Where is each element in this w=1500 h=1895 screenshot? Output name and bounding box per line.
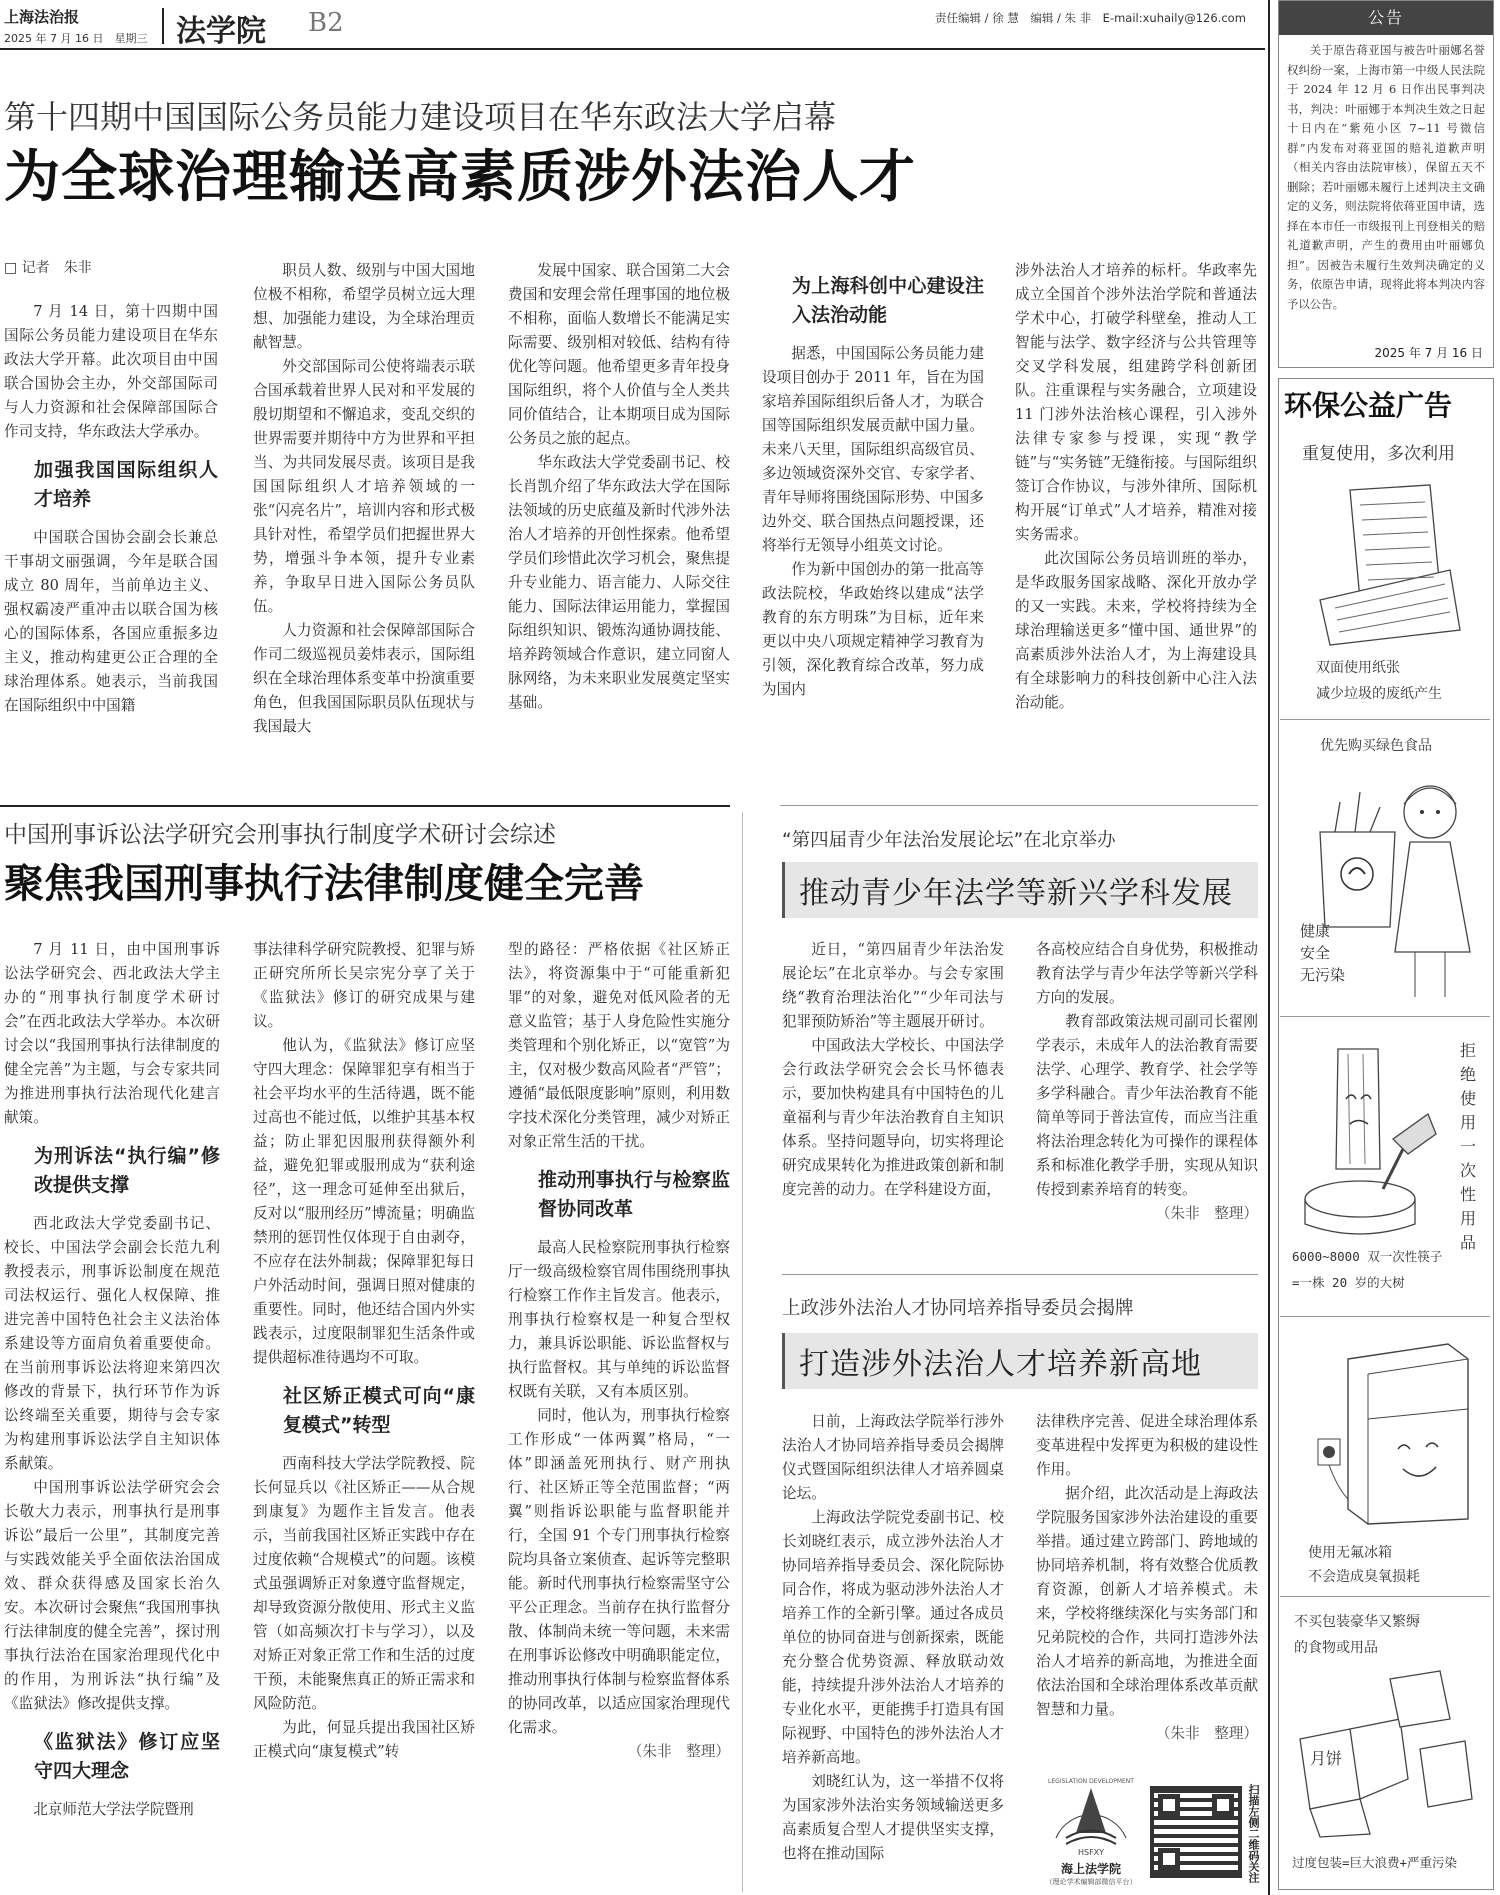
refrigerator-icon (1308, 1339, 1478, 1529)
section-divider (782, 1274, 1258, 1275)
article-paragraph: 华东政法大学党委副书记、校长肖凯介绍了华东政法大学在国际法领域的历史底蕴及新时代涉外法治人才培养的开创性探索。他希望学员们珍惜此次学习机会，聚焦提升专业能力、语言能力、人际交往能力、国际法律运用能力，掌握国际组织知识、锻炼沟通协调技能、培养跨领域合作意识，建立同窗人脉网络，为未来职业发展奠定坚实基础。 (508, 454, 730, 711)
article1-column-1 (4, 300, 218, 800)
notice-date: 2025 年 7 月 16 日 (1374, 346, 1483, 360)
article-paragraph: 人力资源和社会保障部国际合作司二级巡视员姜炜表示，国际组织在全球治理体系变革中扮演重要角色，但我国国际职员队伍现状与我国最大 (253, 622, 475, 735)
ad-panel-caption: 过度包装=巨大浪费+严重污染 (1292, 1855, 1458, 1870)
notice-title: 公告 (1279, 1, 1493, 35)
logo-abbr: HSFXY (1077, 1848, 1105, 1857)
article1-headline: 为全球治理输送高素质涉外法治人才 (4, 144, 916, 210)
editors-line: 责任编辑 / 徐 慧 编辑 / 朱 非 E-mail:xuhaily@126.com (935, 11, 1246, 25)
subheading: 推动刑事执行与检察监督协同改革 (538, 1169, 730, 1220)
tree-stump-axe-icon (1298, 1039, 1438, 1239)
ad-panel-double-sided-paper (1280, 430, 1490, 720)
article2-headline: 聚焦我国刑事执行法律制度健全完善 (4, 860, 644, 907)
ad-panel-fluorine-free-fridge (1280, 1319, 1490, 1597)
ad-panel-caption: 6000~8000 双一次性筷子 =一株 20 岁的大树 (1292, 1249, 1443, 1290)
ad-panel-heading: 优先购买绿色食品 (1320, 738, 1432, 754)
ad-panel-box-label: 月饼 (1310, 1749, 1343, 1768)
subheading: 为上海科创中心建设注入法治动能 (792, 275, 984, 326)
article-paragraph: 上海政法学院党委副书记、校长刘晓红表示，成立涉外法治人才协同培养指导委员会、深化院际协同合作，将成为驱动涉外法治人才培养工作的全新引擎。通过各成员单位的协同奋进与创新探索，既能充分整合优势资源、释放联动效能，持续提升涉外法治人才培养的专业化水平，更能携手打造具有国际视野、中国特色的涉外法治人才培养新高地。 (782, 1509, 1004, 1766)
article-paragraph: 事法律科学研究院教授、犯罪与矫正研究所所长吴宗宪分享了关于《监狱法》修订的研究成果与建议。 (253, 941, 475, 1030)
notice-body: 关于原告蒋亚国与被告叶丽娜名誉权纠纷一案，上海市第一中级人民法院于 2024 年 12 月 6 日作出民事判决书，判决：叶丽娜于本判决生效之日起十日内在“紫苑小区 7~11 号微信群”内发布对蒋亚国的赔礼道歉声明（相关内容由法院审核），保留五天不删除；若叶丽娜未履行上述判决主文确定的义务，则法院将依蒋亚国申请，选择在本市任一市级报刊上刊登相关的赔礼道歉声明，产生的费用由叶丽娜负担”。因被告未履行生效判决确定的义务，依原告申请，现将此将本判决内容予以公告。 (1287, 43, 1485, 311)
article-paragraph: 此次国际公务员培训班的举办，是华政服务国家战略、深化开放办学的又一实践。未来，学校将持续为全球治理输送更多“懂中国、通世界”的高素质涉外法治人才，为上海建设具有全球影响力的科技创新中心注入法治动能。 (1015, 550, 1257, 711)
article-paragraph: 据悉，中国国际公务员能力建设项目创办于 2011 年，旨在为国家培养国际组织后备人才，为联合国等国际组织发展贡献中国力量。未来八天里，国际组织高级官员、多边领域资深外交官、专家学者、青年导师将围绕国际形势、中国多边外交、联合国热点问题授课，还将举行无领导小组英文讨论。 (762, 345, 984, 554)
article4-kicker: 上政涉外法治人才协同培养指导委员会揭牌 (782, 1298, 1134, 1319)
article-paragraph: 发展中国家、联合国第二大会费国和安理会常任理事国的地位极不相称，面临人数增长不能满足实际需要、级别相对较低、结构有待优化等问题。他希望更多青年投身国际组织，将个人价值与全人类共同价值结合，让本期项目成为国际公务员之旅的起点。 (508, 262, 730, 447)
sidebar-divider (1268, 0, 1270, 1895)
masthead-divider (162, 8, 164, 44)
article1-byline: □ 记者 朱非 (4, 260, 92, 276)
article-paragraph: 型的路径：严格依据《社区矫正法》，将资源集中于“可能重新犯罪”的对象，避免对低风险者的无意义监管；基于人身危险性实施分类管理和个别化矫正，以“宽管”为主，仅对极少数高风险者“严管”；遵循“最低限度影响”原则，利用数字技术深化分类管理，减少对矫正对象正常生活的干扰。 (508, 941, 730, 1150)
section-title: 法学院 (176, 14, 266, 49)
page-number: B2 (308, 8, 344, 38)
ad-panel-no-disposables (1280, 1019, 1490, 1317)
article-paragraph: 他认为，《监狱法》修订应坚守四大理念：保障罪犯享有相当于社会平均水平的生活待遇，既不能过高也不能过低，以维护其基本权益；防止罪犯因服刑获得额外利益，避免犯罪或服刑成为“获利途径”，这一理念可延伸至出狱后，反对以“服刑经历”博流量；明确监禁刑的惩罚性仅体现于自由剥夺，不应存在法外制裁；保障罪犯每日户外活动时间，强调日照对健康的重要性。同时，他还结合国内外实践表示，过度限制罪犯生活条件或提供超标准待遇均不可取。 (253, 1037, 475, 1366)
article-paragraph: 涉外法治人才培养的标杆。华政率先成立全国首个涉外法治学院和普通法学术中心，打破学科壁垒，推动人工智能与法学、数字经济与公共管理等交叉学科发展，组建跨学科创新团队。注重课程与实务融合，立项建设 11 门涉外法治核心课程，引入涉外法律专家参与授课，实现“教学链”与“实务链”无缝衔接。与国际组织签订合作协议，与涉外律所、国际机构开展“订单式”人才培养，精准对接实务需求。 (1015, 262, 1257, 543)
subheading: 为刑诉法“执行编”修改提供支撑 (34, 1145, 220, 1196)
article3-column-1 (782, 938, 1004, 1258)
article-signature: （朱非 整理） (627, 1743, 730, 1760)
article1-column-4 (762, 272, 984, 800)
article-paragraph: 日前，上海政法学院举行涉外法治人才协同培养指导委员会揭牌仪式暨国际组织法律人才培养圆桌论坛。 (782, 1413, 1004, 1502)
article-paragraph: 7 月 11 日，由中国刑事诉讼法学研究会、西北政法大学主办的“刑事执行制度学术研讨会”在西北政法大学举办。本次研讨会以“我国刑事执行法律制度的健全完善”为主题，与会专家共同为推进刑事执行法治现代化建言献策。 (4, 941, 220, 1126)
masthead-date: 2025 年 7 月 16 日 星期三 (4, 32, 148, 45)
subheading: 《监狱法》修订应坚守四大理念 (34, 1731, 220, 1782)
ads-title: 环保公益广告 (1284, 389, 1453, 422)
subheading: 加强我国国际组织人才培养 (34, 459, 218, 510)
publication-logo (1036, 1778, 1146, 1892)
article2-column-3 (508, 938, 730, 1888)
article4-headline: 打造涉外法治人才培养新高地 (782, 1333, 1258, 1389)
article2-column-1 (4, 938, 220, 1888)
qr-code-icon[interactable] (1150, 1786, 1242, 1878)
masthead (0, 0, 1265, 50)
article3-column-2 (1036, 938, 1258, 1258)
article-paragraph: 最高人民检察院刑事执行检察厅一级高级检察官周伟围绕刑事执行检察工作作主旨发言。他表示，刑事执行检察权是一种复合型权力，兼具诉讼职能、诉讼监督权与执行监督权。其与单纯的诉讼监督权既有关联，又有本质区别。 (508, 1239, 730, 1400)
article-paragraph: 西北政法大学党委副书记、校长、中国法学会副会长范九利教授表示，刑事诉讼制度在规范司法权运行、强化人权保障、推进完善中国特色社会主义法治体系建设等方面肩负着重要使命。在当前刑事诉讼法将迎来第四次修改的背景下，执行环节作为诉讼终端至关重要，期待与会专家为构建刑事诉讼法学自主知识体系献策。 (4, 1215, 220, 1472)
ad-panel-caption: 双面使用纸张 减少垃圾的废纸产生 (1316, 660, 1442, 702)
article4-column-2 (1036, 1410, 1258, 1770)
article-paragraph: 作为新中国创办的第一批高等政法院校，华政始终以建成“法学教育的东方明珠”为目标，近年来更以中央八项规定精神学习教育为引领，深化教育综合改革，努力成为国内 (762, 561, 984, 698)
article-paragraph: 7 月 14 日，第十四期中国国际公务员能力建设项目在华东政法大学开幕。此次项目由中国联合国协会主办，外交部国际司与人力资源和社会保障部国际合作司支持，华东政法大学承办。 (4, 303, 218, 440)
subheading: 社区矫正模式可向“康复模式”转型 (283, 1385, 475, 1436)
article2-column-2 (253, 938, 475, 1888)
article1-column-2 (253, 259, 475, 799)
article-paragraph: 教育部政策法规司副司长翟刚学表示，未成年人的法治教育需要法学、心理学、教育学、社会学等多学科融合。青少年法治教育不能简单等同于普法宣传，而应当注重将法治理念转化为可操作的课程体系和标准化教学手册，实现从知识传授到素养培育的转变。 (1036, 1013, 1258, 1198)
article-paragraph: 据介绍，此次活动是上海政法学院服务国家涉外法治建设的重要举措。通过建立跨部门、跨地域的协同培养机制，将有效整合优质教育资源，创新人才培养模式。未来，学校将继续深化与实务部门和兄弟院校的合作，共同打造涉外法治人才培养的新高地，为推进全面依法治国和全球治理体系改革贡献智慧和力量。 (1036, 1485, 1258, 1718)
logo-name: 海上法学院 (1060, 1862, 1121, 1876)
logo-emblem-icon (1036, 1778, 1146, 1858)
article-paragraph: 近日，“第四届青少年法治发展论坛”在北京举办。与会专家围绕“教育治理法治化”“少年司法与犯罪预防矫治”等主题展开研讨。 (782, 941, 1004, 1030)
ad-panel-heading: 不买包装豪华又繁缛 的食物或用品 (1294, 1614, 1420, 1656)
ad-panel-caption: 使用无氟冰箱 不会造成臭氧损耗 (1308, 1545, 1420, 1585)
ad-panel-heading: 重复使用，多次利用 (1302, 444, 1455, 464)
ad-panel-green-food (1280, 722, 1490, 1017)
article1-column-5 (1015, 259, 1257, 799)
article-paragraph: 北京师范大学法学院暨刑 (33, 1801, 194, 1818)
article1-kicker: 第十四期中国国际公务员能力建设项目在华东政法大学启幕 (4, 98, 837, 136)
article-signature: （朱非 整理） (1155, 1725, 1258, 1742)
article-signature: （朱非 整理） (1155, 1205, 1258, 1222)
article-paragraph: 职员人数、级别与中国大国地位极不相称，希望学员树立远大理想、加强能力建设，为全球治理贡献智慧。 (253, 262, 475, 351)
article-paragraph: 中国政法大学校长、中国法学会行政法学研究会会长马怀德表示，要加快构建具有中国特色的儿童福利与青少年法治教育自主知识体系。坚持问题导向，切实将理论研究成果转化为推进政策创新和制度完善的动力。在学科建设方面， (782, 1037, 1004, 1198)
article3-kicker: “第四届青少年法治发展论坛”在北京举办 (782, 830, 1116, 851)
ad-panel-side-text: 拒绝使用一次性用品 (1459, 1041, 1476, 1252)
article-paragraph: 外交部国际司公使将端表示联合国承载着世界人民对和平发展的殷切期望和不懈追求，变乱交织的世界需要并期待中方为世界和平担当、为共同发展尽责。该项目是我国国际组织人才培养领域的一张“闪亮名片”，培训内容和形式极具针对性，希望学员们把握世界大势，增强斗争本领，提升专业素养，争取早日进入国际公务员队伍。 (253, 358, 475, 615)
paper-sheets-icon (1300, 480, 1470, 650)
article-paragraph: 中国联合国协会副会长兼总干事胡文丽强调，今年是联合国成立 80 周年，当前单边主义、强权霸凌严重冲击以联合国为核心的国际体系，各国应重振多边主义，推动构建更公正合理的全球治理体系。她表示，当前我国在国际组织中中国籍 (4, 529, 218, 714)
article-paragraph: 同时，他认为，刑事执行检察工作形成“一体两翼”格局，“一体”即涵盖死刑执行、财产刑执行、社区矫正等全范围监督；“两翼”则指诉讼职能与监督职能并行，全国 91 个专门刑事执行检察院均具备立案侦查、起诉等完整职能。新时代刑事执行检察需坚守公平公正理念。当前存在执行监督分散、体制尚未统一等问题，未来需在刑事诉讼修改中明确职能定位，推动刑事执行体制与检察监督体系的协同改革，以适应国家治理现代化需求。 (508, 1407, 730, 1736)
article3-headline: 推动青少年法学等新兴学科发展 (782, 862, 1258, 918)
logo-sub: （理论学术编辑部微信平台） (1045, 1878, 1137, 1886)
article-paragraph: 为此，何显兵提出我国社区矫正模式向“康复模式”转 (253, 1719, 475, 1760)
ad-panel-no-excess-packaging (1280, 1599, 1490, 1889)
section-divider (0, 805, 730, 807)
paper-name: 上海法治报 (4, 8, 80, 26)
column-divider (742, 812, 743, 1892)
article-paragraph: 中国刑事诉讼法学研究会会长敬大力表示，刑事执行是刑事诉讼“最后一公里”，其制度完善与实践效能关乎全面依法治国成效、群众获得感及国家长治久安。本次研讨会聚焦“我国刑事执行法律制度的健全完善”，探讨刑事执行法治在国家治理现代化中的作用，为刑诉法“执行编”及《监狱法》修改提供支撑。 (4, 1479, 220, 1712)
article2-kicker: 中国刑事诉讼法学研究会刑事执行制度学术研讨会综述 (4, 822, 556, 848)
section-divider (780, 805, 1258, 806)
logo-ring-text: LEGISLATION DEVELOPMENT (1048, 1778, 1134, 1785)
article-paragraph: 法律秩序完善、促进全球治理体系变革进程中发挥更为积极的建设性作用。 (1036, 1413, 1258, 1478)
article-paragraph: 西南科技大学法学院教授、院长何显兵以《社区矫正——从合规到康复》为题作主旨发言。他表示，当前我国社区矫正实践中存在过度依赖“合规模式”的问题。该模式虽强调矫正对象遵守监督规定，却导致资源分散使用、形式主义监管（如高频次打卡与学习），以及对矫正对象正常工作和生活的过度干预，未能聚焦真正的矫正需求和风险防范。 (253, 1455, 475, 1712)
article-paragraph: 刘晓红认为，这一举措不仅将为国家涉外法治实务领域输送更多高素质复合型人才提供坚实支撑，也将在推动国际 (782, 1773, 1004, 1862)
ad-panel-side-text: 健康 安全 无污染 (1300, 922, 1346, 984)
qr-caption: 扫描左侧二维码关注 (1247, 1784, 1260, 1883)
article1-column-3 (508, 259, 730, 799)
article-paragraph: 各高校应结合自身优势，积极推动教育法学与青少年法学等新兴学科方向的发展。 (1036, 941, 1258, 1006)
notice-box (1278, 0, 1494, 368)
article4-column-1 (782, 1410, 1004, 1892)
